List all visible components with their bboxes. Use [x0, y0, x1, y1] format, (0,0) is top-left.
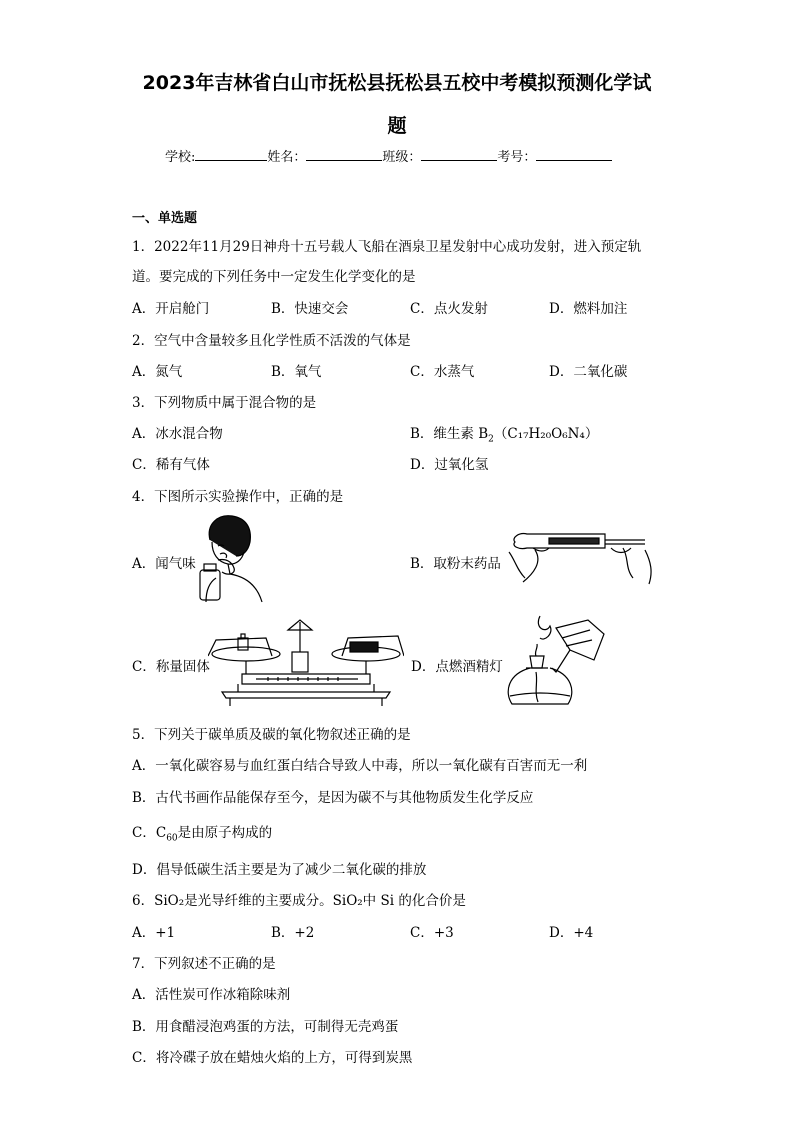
q5-option-c — [132, 821, 272, 844]
q1-option-b: B．快速交会 — [271, 301, 349, 317]
q3-b-formula: （C₁₇H₂₀O₆N₄） — [493, 426, 599, 442]
q3-option-d: D．过氧化氢 — [410, 457, 489, 473]
q2-option-c: C．水蒸气 — [410, 364, 475, 380]
q3-b-text: B．维生素 B — [410, 426, 489, 442]
q7-option-c: C．将冷碟子放在蜡烛火焰的上方，可得到炭黑 — [132, 1050, 413, 1066]
q2-stem: 2．空气中含量较多且化学性质不活泼的气体是 — [132, 333, 411, 349]
q1-option-a: A．开启舱门 — [132, 301, 210, 317]
q4-stem: 4．下图所示实验操作中，正确的是 — [132, 489, 344, 505]
class-blank[interactable] — [421, 148, 497, 161]
q5-c-suffix: 是由原子构成的 — [177, 825, 273, 841]
q5-stem: 5．下列关于碳单质及碳的氧化物叙述正确的是 — [132, 727, 411, 743]
student-info — [165, 146, 612, 165]
q5-option-a: A．一氧化碳容易与血红蛋白结合导致人中毒，所以一氧化碳有百害而无一利 — [132, 758, 588, 774]
q4-option-a: A．闻气味 — [132, 556, 196, 572]
q5-c-formula: C — [155, 825, 167, 841]
number-label: 考号： — [497, 150, 537, 165]
q6-option-a: A．+1 — [132, 925, 176, 941]
figure-smelling — [196, 512, 268, 604]
q5-c-sub: 60 — [166, 833, 178, 844]
q5-option-d: D．倡导低碳生活主要是为了减少二氧化碳的排放 — [132, 862, 427, 878]
q4-option-d: D．点燃酒精灯 — [411, 659, 503, 675]
name-blank[interactable] — [306, 148, 382, 161]
q7-option-a: A．活性炭可作冰箱除味剂 — [132, 987, 291, 1003]
q5-c-prefix: C． — [132, 825, 156, 841]
q3-option-a: A．冰水混合物 — [132, 426, 223, 442]
q5-option-b: B．古代书画作品能保存至今，是因为碳不与其他物质发生化学反应 — [132, 790, 534, 806]
q7-stem: 7．下列叙述不正确的是 — [132, 956, 276, 972]
q3-option-b — [410, 422, 598, 445]
q4-option-c: C．称量固体 — [132, 659, 210, 675]
q1-option-c: C．点火发射 — [410, 301, 488, 317]
section-heading: 一、单选题 — [132, 211, 198, 226]
exam-title-line2: 题 — [387, 115, 407, 137]
q6-option-b: B．+2 — [271, 925, 315, 941]
q2-option-b: B．氧气 — [271, 364, 322, 380]
q2-option-d: D．二氧化碳 — [549, 364, 628, 380]
q2-option-a: A．氮气 — [132, 364, 183, 380]
q3-b-sub: 2 — [488, 434, 494, 445]
q3-option-c: C．稀有气体 — [132, 457, 210, 473]
q7-option-b: B．用食醋浸泡鸡蛋的方法，可制得无壳鸡蛋 — [132, 1019, 399, 1035]
class-label: 班级： — [382, 150, 422, 165]
q6-option-d: D．+4 — [549, 925, 594, 941]
number-blank[interactable] — [536, 148, 612, 161]
name-label: 姓名： — [267, 150, 307, 165]
q3-stem: 3．下列物质中属于混合物的是 — [132, 395, 317, 411]
q6-option-c: C．+3 — [410, 925, 454, 941]
q1-stem-line1: 1．2022年11月29日神舟十五号载人飞船在酒泉卫星发射中心成功发射，进入预定轨 — [132, 239, 642, 255]
school-blank[interactable] — [195, 148, 267, 161]
figure-balance — [208, 612, 404, 710]
q1-stem-line2: 道。要完成的下列任务中一定发生化学变化的是 — [132, 269, 416, 285]
figure-powder — [505, 522, 655, 586]
exam-title-line1: 2023年吉林省白山市抚松县抚松县五校中考模拟预测化学试 — [142, 72, 652, 94]
q6-stem: 6．SiO₂是光导纤维的主要成分。SiO₂中 Si 的化合价是 — [132, 893, 466, 909]
school-label: 学校: — [165, 150, 196, 165]
figure-alcohol-lamp — [500, 612, 612, 714]
q4-option-b: B．取粉末药品 — [410, 556, 501, 572]
q1-option-d: D．燃料加注 — [549, 301, 628, 317]
